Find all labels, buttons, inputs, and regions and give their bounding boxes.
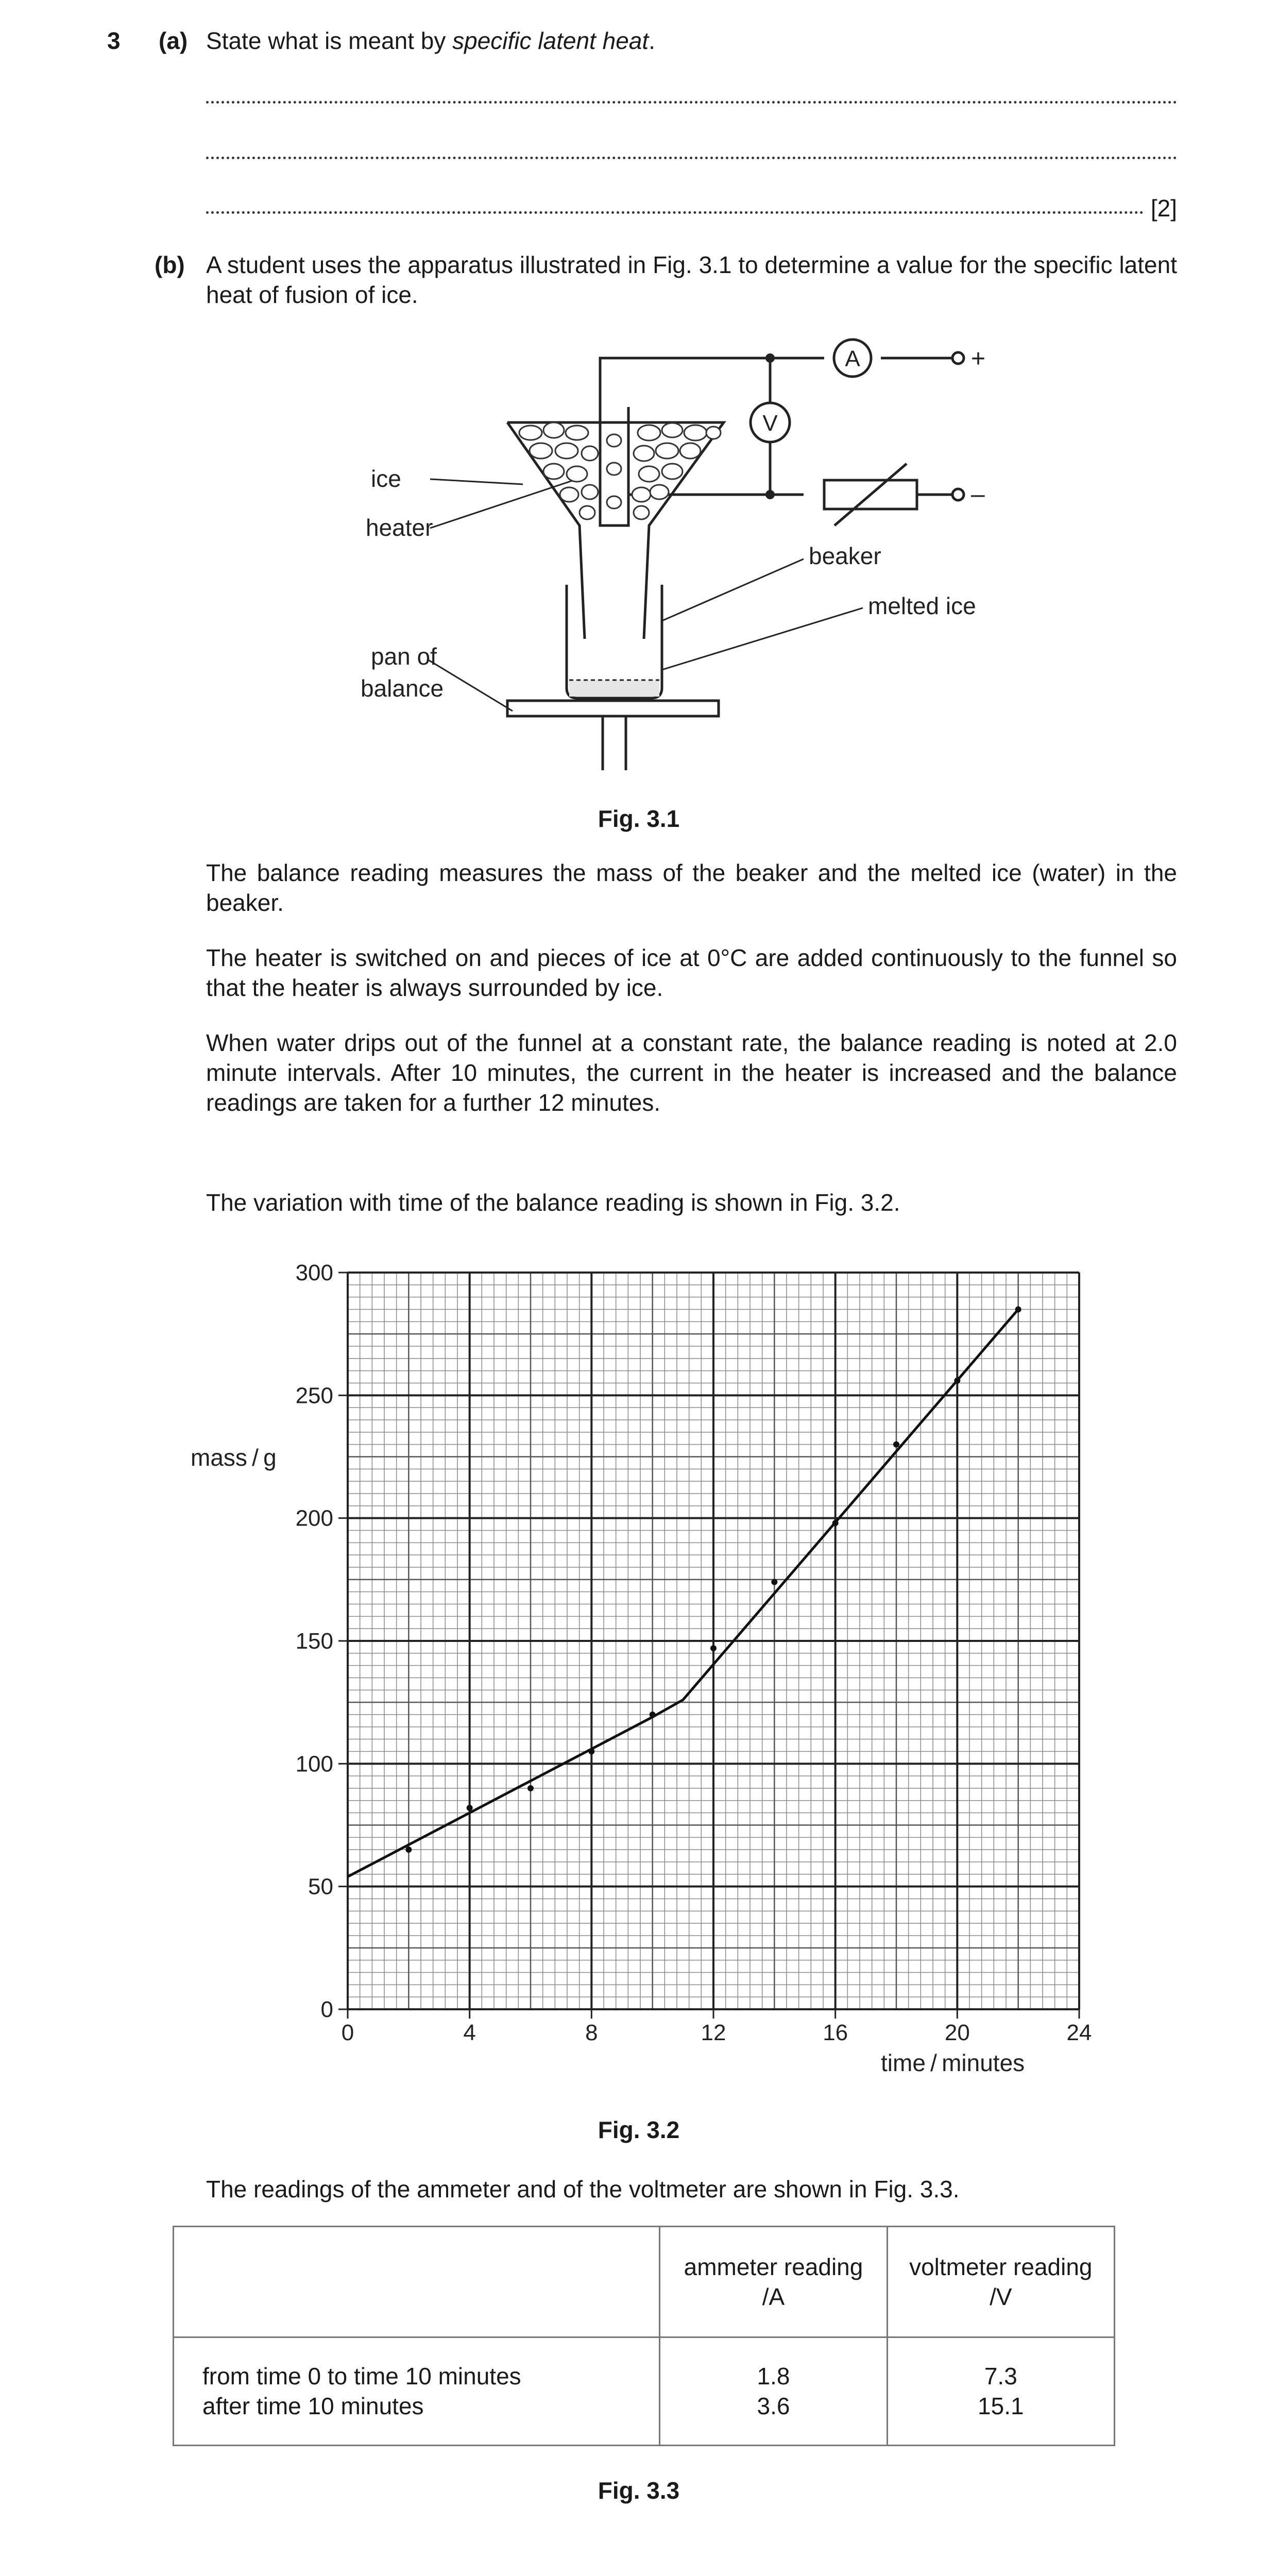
x-tick-label: 16 [823, 2020, 848, 2045]
table-row-labels [174, 2337, 660, 2446]
table-header-ammeter-line2: /A [762, 2283, 785, 2310]
voltmeter-symbol: V [762, 411, 778, 436]
data-point [588, 1749, 594, 1755]
paragraph-procedure: When water drips out of the funnel at a constant rate, the balance reading is noted at 2.0 minute intervals. After 10 minutes, the current in the heater is increased and the balance readings are taken for a further 12 minutes. [206, 1029, 1177, 1116]
data-point [527, 1785, 534, 1791]
data-point [954, 1378, 960, 1384]
y-tick-label: 100 [295, 1751, 333, 1777]
label-beaker: beaker [809, 543, 881, 569]
y-tick-label: 200 [295, 1505, 333, 1531]
answer-line-a1[interactable] [206, 101, 1177, 104]
x-tick-label: 24 [1066, 2020, 1092, 2045]
x-axis-label: time / minutes [881, 2049, 1025, 2076]
label-pan-line2: balance [361, 675, 444, 702]
label-melted-ice: melted ice [868, 592, 976, 619]
x-tick-label: 8 [585, 2020, 598, 2045]
data-point [650, 1711, 656, 1718]
y-tick-label: 150 [295, 1629, 333, 1654]
table-row1-ammeter: 1.8 [757, 2363, 790, 2389]
y-axis-label: mass / g [191, 1444, 277, 1471]
answer-line-a3[interactable] [206, 211, 1144, 214]
part-a-question [206, 26, 655, 56]
readings-table [173, 2226, 1115, 2446]
mass-time-graph [175, 1247, 1123, 2092]
data-point [771, 1579, 777, 1585]
part-a-mark: [2] [1150, 195, 1177, 222]
x-tick-label: 12 [701, 2020, 726, 2045]
data-point [893, 1442, 899, 1448]
part-a-text-em: specific latent heat [452, 27, 649, 54]
terminal-minus [952, 489, 964, 500]
label-ice: ice [371, 465, 401, 492]
table-header-voltmeter [887, 2227, 1114, 2337]
part-b-intro: A student uses the apparatus illustrated in Fig. 3.1 to determine a value for the specific latent heat of fusion of ice. [206, 251, 1177, 308]
label-heater: heater [366, 514, 433, 541]
paragraph-heater: The heater is switched on and pieces of ice at 0°C are added continuously to the funnel so that the heater is always surrounded by ice. [206, 944, 1177, 1001]
data-point [832, 1520, 839, 1526]
y-tick-label: 0 [320, 1997, 333, 2022]
data-point [710, 1645, 717, 1651]
question-number: 3 [107, 27, 121, 54]
table-header-ammeter-line1: ammeter reading [684, 2253, 863, 2280]
table-ammeter-values [660, 2337, 887, 2446]
table-header-voltmeter-line2: /V [990, 2283, 1012, 2310]
table-row2-ammeter: 3.6 [757, 2393, 790, 2419]
balance-pan [507, 701, 719, 716]
fig-3-2-caption: Fig. 3.2 [598, 2116, 680, 2143]
y-tick-labels [296, 1260, 333, 2022]
y-tick-label: 50 [308, 1874, 333, 1900]
table-header-empty [174, 2227, 660, 2337]
table-row1-label: from time 0 to time 10 minutes [202, 2363, 521, 2389]
x-tick-label: 20 [944, 2020, 970, 2045]
data-point [1015, 1307, 1021, 1313]
y-tick-label: 250 [295, 1383, 333, 1409]
minus-label: – [971, 481, 985, 508]
data-point [467, 1805, 473, 1811]
fig-3-1-caption: Fig. 3.1 [598, 805, 680, 832]
table-row2-label: after time 10 minutes [202, 2393, 424, 2419]
variable-resistor-arrow [834, 464, 907, 526]
plus-label: + [971, 345, 986, 372]
paragraph-readings: The readings of the ammeter and of the voltmeter are shown in Fig. 3.3. [206, 2176, 960, 2202]
fig-3-3-caption: Fig. 3.3 [598, 2477, 680, 2504]
terminal-plus [952, 352, 964, 364]
balance-stand [603, 716, 626, 770]
label-pan-line1: pan of [371, 643, 437, 670]
axis-ticks [338, 1273, 1079, 2019]
table-header-ammeter [660, 2227, 887, 2337]
part-a-text-pre: State what is meant by [206, 27, 453, 54]
paragraph-variation: The variation with time of the balance reading is shown in Fig. 3.2. [206, 1189, 900, 1216]
part-b-label: (b) [155, 251, 185, 278]
part-a-label: (a) [159, 27, 188, 54]
x-tick-label: 0 [341, 2020, 354, 2045]
y-tick-label: 300 [295, 1260, 333, 1285]
table-header-voltmeter-line1: voltmeter reading [909, 2253, 1093, 2280]
ammeter-symbol: A [845, 346, 860, 371]
apparatus-diagram [288, 330, 1030, 773]
table-row2-voltmeter: 15.1 [978, 2393, 1024, 2419]
x-tick-labels [342, 2020, 1092, 2045]
table-voltmeter-values [887, 2337, 1114, 2446]
melted-ice-layer [569, 680, 659, 697]
data-point [405, 1846, 412, 1853]
part-a-text-post: . [649, 27, 655, 54]
table-row1-voltmeter: 7.3 [984, 2363, 1017, 2389]
paragraph-balance: The balance reading measures the mass of the beaker and the melted ice (water) in the beaker. [206, 859, 1177, 916]
answer-line-a2[interactable] [206, 157, 1177, 159]
x-tick-label: 4 [463, 2020, 476, 2045]
